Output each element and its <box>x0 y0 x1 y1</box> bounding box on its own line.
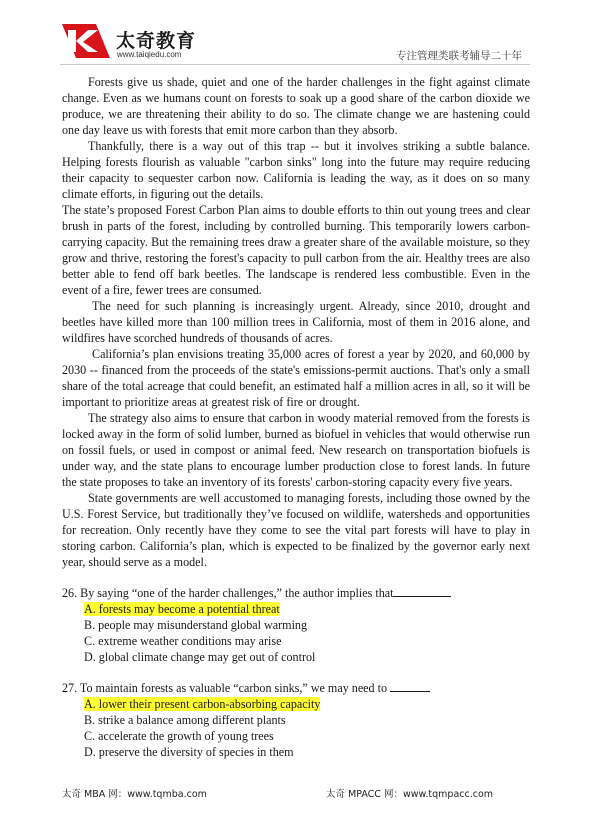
option-d: D. global climate change may get out of control <box>84 650 316 664</box>
option-b: B. strike a balance among different plants <box>84 713 286 727</box>
taiqi-logo-icon <box>62 24 110 58</box>
option-b: B. people may misunderstand global warming <box>84 618 308 632</box>
option-a <box>62 696 530 712</box>
passage-paragraph-1: Forests give us shade, quiet and one of the harder challenges in the fight against climate change. Even as we humans count on forests to soak up a good share of the carbon dioxide we produce, we are threatening their ability to do so. The climate change we are hastening could one day leave us with forests that emit more carbon than they absorb. <box>62 75 530 137</box>
footer-mpacc-link[interactable]: 太奇 MPACC 网：www.tqmpacc.com <box>326 789 494 800</box>
option-a <box>62 601 530 617</box>
question-stem: 27. To maintain forests as valuable “carbon sinks,” we may need to <box>62 680 530 696</box>
question-27 <box>62 680 530 760</box>
answer-blank <box>393 586 451 597</box>
option-c: C. extreme weather conditions may arise <box>84 634 282 648</box>
highlighted-answer: A. lower their present carbon-absorbing capacity <box>84 697 321 711</box>
option-d: D. preserve the diversity of species in them <box>84 745 294 759</box>
header-divider <box>60 64 530 65</box>
page-footer <box>0 782 590 802</box>
passage-paragraph-5: California’s plan envisions treating 35,000 acres of forest a year by 2020, and 60,000 by 2030 -- financed from the proceeds of the state's emissions-permit auctions. That's only a small share of the total acreage that could benefit, an estimated half a million acres in all, so it will be important to prioritize areas at greatest risk of fire or drought. <box>62 347 530 409</box>
passage-paragraph-2: Thankfully, there is a way out of this trap -- but it involves striking a subtle balance. Helping forests flourish as valuable "carbon sinks" long into the future may require reducing their capacity to sequester carbon now. California is leading the way, as it does on so many climate efforts, in figuring out the details. <box>62 139 530 201</box>
answer-blank <box>390 681 430 692</box>
question-26 <box>62 585 530 665</box>
brand-url[interactable]: www.taiqiedu.com <box>117 50 182 59</box>
document-body <box>62 74 530 760</box>
option-c: C. accelerate the growth of young trees <box>84 729 274 743</box>
footer-mba-link[interactable]: 太奇 MBA 网：www.tqmba.com <box>62 789 207 800</box>
passage-paragraph-6: The strategy also aims to ensure that carbon in woody material removed from the forests is locked away in the form of solid lumber, burned as biofuel in vehicles that would otherwise run on fossil fuels, or used in compost or animal feed. New research on transportation biofuels is under way, and the state plans to encourage lumber production close to forest lands. In future the state proposes to take an inventory of its forests' carbon-storing capacity every five years. <box>62 411 530 489</box>
passage-paragraph-3: The state’s proposed Forest Carbon Plan aims to double efforts to thin out young trees and clear brush in parts of the forest, including by controlled burning. This temporarily lowers carbon-carrying capacity. But the remaining trees draw a greater share of the available moisture, so they grow and thrive, restoring the forest's capacity to pull carbon from the air. Healthy trees are also better able to fend off bark beetles. The landscape is rendered less combustible. Even in the event of a fire, fewer trees are consumed. <box>62 203 530 297</box>
page-header <box>0 0 590 64</box>
brand-name: 太奇教育 <box>116 30 197 52</box>
passage-paragraph-4: The need for such planning is increasingly urgent. Already, since 2010, drought and beetles have killed more than 100 million trees in California, most of them in 2016 alone, and wildfires have scorched hundreds of thousands of acres. <box>62 299 530 345</box>
header-slogan: 专注管理类联考辅导二十年 <box>396 50 522 62</box>
question-stem: 26. By saying “one of the harder challenges,” the author implies that <box>62 585 530 601</box>
highlighted-answer: A. forests may become a potential threat <box>84 602 280 616</box>
passage-paragraph-7: State governments are well accustomed to managing forests, including those owned by the U.S. Forest Service, but traditionally they’ve focused on wildlife, watersheds and opportunities for recreation. Only recently have they come to see the vital part forests will have to play in storing carbon. California’s plan, which is expected to be finalized by the governor early next year, should serve as a model. <box>62 491 530 569</box>
